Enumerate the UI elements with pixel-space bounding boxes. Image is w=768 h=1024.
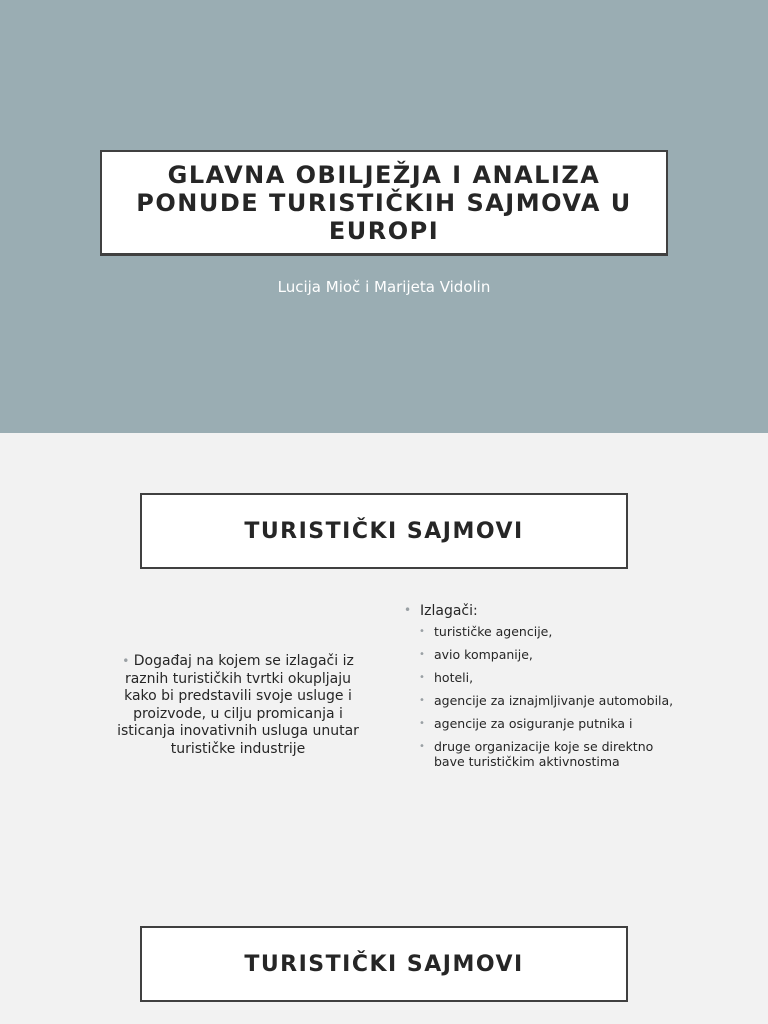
slide-heading: TURISTIČKI SAJMOVI <box>244 951 524 977</box>
presentation-title: GLAVNA OBILJEŽJA I ANALIZA PONUDE TURISTIČKIH SAJMOVA U EUROPI <box>136 160 632 245</box>
slide-heading: TURISTIČKI SAJMOVI <box>244 518 524 544</box>
bullet-dot-icon: • <box>419 649 425 660</box>
definition-column <box>108 653 368 758</box>
bullet-dot-icon: • <box>419 626 425 637</box>
exhibitors-label: Izlagači: <box>420 603 478 619</box>
heading-box <box>140 493 628 569</box>
definition-bullet <box>108 653 368 758</box>
exhibitors-bullet <box>404 603 684 619</box>
list-item: • avio kompanije, <box>419 647 533 662</box>
title-box <box>100 150 668 256</box>
bullet-dot-icon: • <box>404 603 412 617</box>
list-item: • hoteli, <box>419 670 474 685</box>
authors-subtitle: Lucija Mioč i Marijeta Vidolin <box>277 278 491 296</box>
list-item: • druge organizacije koje se direktno bave turističkim aktivnostima <box>419 739 654 769</box>
bullet-dot-icon: • <box>419 672 425 683</box>
bullet-dot-icon: • <box>419 741 425 752</box>
list-item: • agencije za osiguranje putnika i <box>419 716 633 731</box>
heading-box <box>140 926 628 1002</box>
content-slide-2 <box>0 866 768 1024</box>
bullet-dot-icon: • <box>122 654 130 668</box>
definition-text: Događaj na kojem se izlagači iz raznih turističkih tvrtki okupljaju kako bi predstavili svoje usluge i proizvode, u cilju promicanja i isticanja inovativnih usluga unutar turističke industrije <box>117 653 359 757</box>
title-slide <box>0 0 768 433</box>
list-item: • turističke agencije, <box>419 624 553 639</box>
bullet-dot-icon: • <box>419 695 425 706</box>
list-item: • agencije za iznajmljivanje automobila, <box>419 693 674 708</box>
content-slide-1 <box>0 433 768 866</box>
exhibitors-list <box>404 624 684 769</box>
exhibitors-column <box>404 603 684 777</box>
bullet-dot-icon: • <box>419 718 425 729</box>
